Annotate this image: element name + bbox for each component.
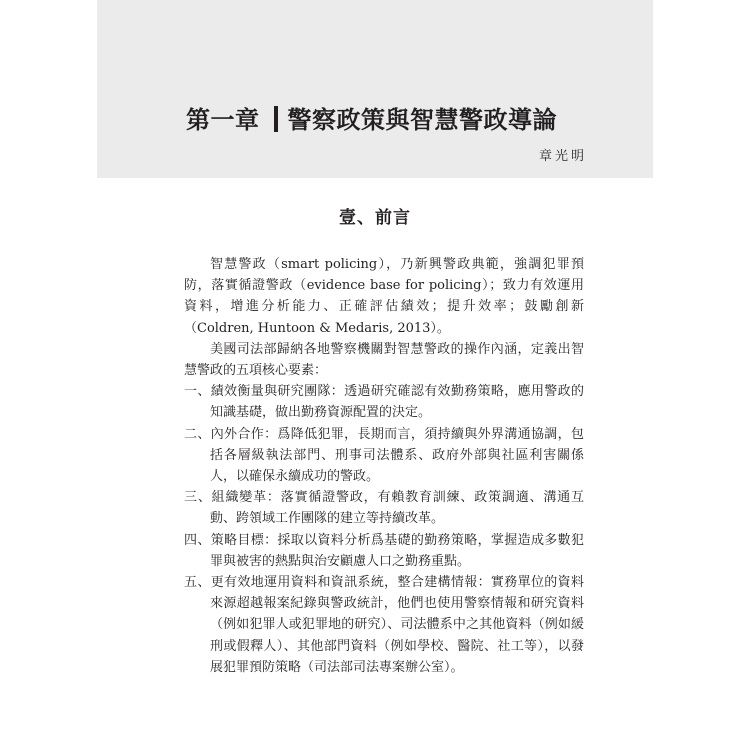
author-name: 章光明 xyxy=(538,149,587,164)
list-item: 一、績效衡量與研究團隊：透過研究確認有效勤務策略，應用警政的知識基礎，做出勤務資源配置的決定。 xyxy=(184,384,584,421)
title-divider xyxy=(274,106,278,132)
list-item: 五、更有效地運用資料和資訊系統，整合建構情報：實務單位的資料來源超越報案紀錄與警政統計，他們也使用警察情報和研究資料（例如犯罪人或犯罪地的研究）、司法體系中之其他資料（例如緩刑或假釋人）、其他部門資料（例如學校、醫院、社工等），以發展犯罪預防策略（司法部司法專案辦公室）。 xyxy=(184,575,584,675)
core-elements-list xyxy=(184,381,584,678)
chapter-label: 第一章 xyxy=(186,105,260,134)
list-item: 三、組織變革：落實循證警政，有賴教育訓練、政策調適、溝通互動、跨領域工作團隊的建立等持續改革。 xyxy=(184,490,584,527)
list-item: 四、策略目標：採取以資料分析爲基礎的勤務策略，掌握造成多數犯罪與被害的熱點與治安顧慮人口之勤務重點。 xyxy=(184,532,584,569)
section-heading: 壹、前言 xyxy=(339,208,411,228)
chapter-title-text: 警察政策與智慧警政導論 xyxy=(287,105,557,134)
paragraph: 智慧警政（smart policing），乃新興警政典範，強調犯罪預防，落實循證警政（evidence base for policing）；致力有效運用資料，增進分析能力、正確評估績效；提升效率；鼓勵創新（Coldren, Huntoon & Medaris, 2013）。 xyxy=(184,257,584,336)
paragraph: 美國司法部歸納各地警察機關對智慧警政的操作內涵，定義出智慧警政的五項核心要素： xyxy=(184,341,584,379)
list-item: 二、內外合作：爲降低犯罪，長期而言，須持續與外界溝通協調，包括各層級執法部門、刑事司法體系、政府外部與社區利害關係人，以確保永續成功的警政。 xyxy=(184,426,584,485)
body-text xyxy=(184,254,584,678)
chapter-title xyxy=(186,102,586,138)
